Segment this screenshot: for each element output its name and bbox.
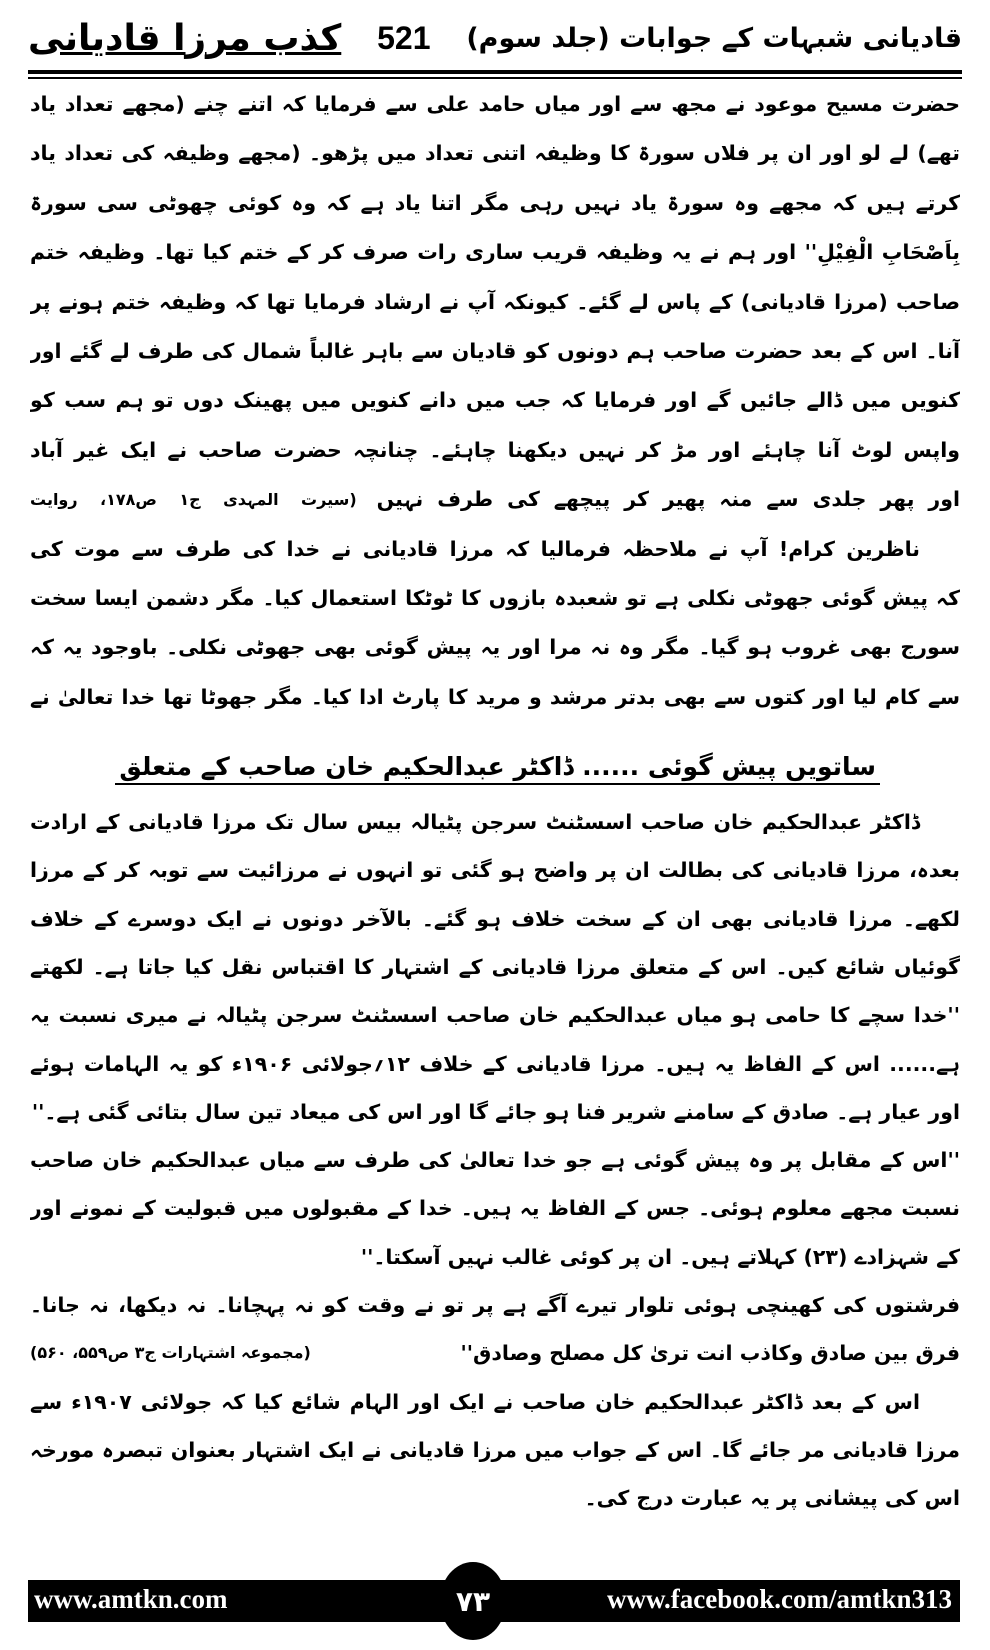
page-number: 521 [377, 19, 431, 56]
page-badge-number: ۷۳ [455, 1584, 491, 1618]
text-line: ڈاکٹر عبدالحکیم خان صاحب اسسٹنٹ سرجن پٹیالہ بیس سال تک مرزا قادیانی کے ارادت [30, 810, 920, 835]
text-line: مرزا قادیانی مر جائے گا۔ اس کے جواب میں مرزا قادیانی نے ایک اشتہار بعنوان تبصرہ مورخہ [30, 1437, 960, 1462]
header-rule-thin [28, 77, 962, 79]
text-line: ''خدا سچے کا حامی ہو میاں عبدالحکیم خان صاحب اسسٹنٹ سرجن پٹیالہ نے میری نسبت یہ [30, 1003, 960, 1028]
page-badge [440, 1562, 506, 1640]
citation: (سیرت المہدی ج۱ ص۱۷۸، روایت [30, 490, 357, 510]
text-line: صاحب (مرزا قادیانی) کے پاس لے گئے۔ کیونکہ آپ نے ارشاد فرمایا تھا کہ وظیفہ ختم ہونے پر [30, 289, 960, 314]
text-line: فرشتوں کی کھینچی ہوئی تلوار تیرے آگے ہے پر تو نے وقت کو نہ پہچانا۔ نہ دیکھا، نہ جانا۔ [30, 1293, 960, 1318]
text-line: کہ پیش گوئی جھوٹی نکلی ہے تو شعبدہ بازوں کا ٹوٹکا استعمال کیا۔ مگر دشمن ایسا سخت [30, 585, 960, 610]
page-header [28, 8, 962, 68]
text-line: اس کی پیشانی پر یہ عبارت درج کی۔ [584, 1486, 960, 1511]
quote-end-line [30, 475, 960, 524]
text-line: حضرت مسیح موعود نے مجھ سے اور میاں حامد علی سے فرمایا کہ اتنے چنے (مجھے تعداد یاد [30, 92, 960, 116]
facebook-link[interactable]: www.facebook.com/amtkn313 [607, 1584, 952, 1614]
section-heading [30, 722, 960, 798]
text-line: ناظرین کرام! آپ نے ملاحظہ فرمالیا کہ مرزا قادیانی نے خدا کی طرف سے موت کی [30, 536, 920, 561]
text-line: گوئیاں شائع کیں۔ اس کے متعلق مرزا قادیانی کے اشتہار کا اقتباس نقل کیا جاتا ہے۔ لکھتے [30, 954, 960, 979]
text-line: واپس لوٹ آنا چاہئے اور مڑ کر نہیں دیکھنا چاہئے۔ چنانچہ حضرت صاحب نے ایک غیر آباد [30, 437, 960, 462]
text-line: بعدہ، مرزا قادیانی کی بطالت ان پر واضح ہو گئی تو انہوں نے مرزائیت سے توبہ کر کے مرزا [30, 858, 960, 883]
text-line: تھے) لے لو اور ان پر فلاں سورۃ کا وظیفہ اتنی تعداد میں پڑھو۔ (مجھے وظیفہ کی تعداد یاد [30, 141, 960, 166]
chapter-title: کذب مرزا قادیانی [28, 17, 342, 59]
section-heading-text: ساتویں پیش گوئی ...... ڈاکٹر عبدالحکیم خان صاحب کے متعلق [115, 752, 880, 785]
text-line: آنا۔ اس کے بعد حضرت صاحب ہم دونوں کو قادیان سے باہر غالباً شمال کی طرف لے گئے اور [30, 338, 960, 363]
text-line: لکھے۔ مرزا قادیانی بھی ان کے سخت خلاف ہو گئے۔ بالآخر دونوں نے ایک دوسرے کے خلاف [30, 906, 960, 931]
text-line: بِاَصْحَابِ الْفِیْلِ'' اور ہم نے یہ وظیفہ قریب ساری رات صرف کر کے ختم کیا تھا۔ وظیفہ ختم [30, 240, 960, 265]
text-line: اور عیار ہے۔ صادق کے سامنے شریر فنا ہو جائے گا اور اس کی میعاد تین سال بتائی گئی ہے۔'' [31, 1099, 960, 1124]
text-line: ہے...... اس کے الفاظ یہ ہیں۔ مرزا قادیانی کے خلاف ۱۲؍جولائی ۱۹۰۶ء کو یہ الہامات ہوئے [30, 1051, 960, 1076]
paragraph-quote-1 [30, 80, 960, 475]
text-line: کنویں میں ڈالے جائیں گے اور فرمایا کہ جب میں دانے کنویں میں پھینک دوں تو ہم سب کو [30, 388, 960, 413]
page-footer [28, 1580, 960, 1622]
text-line: ''اس کے مقابل پر وہ پیش گوئی ہے جو خدا تعالیٰ کی طرف سے میاں عبدالحکیم خان صاحب [30, 1148, 960, 1173]
text-line: کرتے ہیں کہ مجھے وہ سورۃ یاد نہیں رہی مگر اتنا یاد ہے کہ وہ کوئی چھوٹی سی سورۃ [30, 190, 960, 215]
paragraph-commentary [30, 525, 960, 723]
book-title: قادیانی شبہات کے جوابات (جلد سوم) [466, 22, 962, 54]
text-line: سے کام لیا اور کتوں سے بھی بدتر مرشد و مرید کا پارٹ ادا کیا۔ مگر جھوٹا تھا خدا تعالیٰ نے [30, 684, 960, 709]
citation: (مجموعہ اشتہارات ج۳ ص۵۵۹، ۵۶۰) [30, 1343, 311, 1363]
text-line: کے شہزادے (۲۳) کہلاتے ہیں۔ ان پر کوئی غالب نہیں آسکتا۔'' [360, 1244, 960, 1269]
paragraph-seventh-prophecy [30, 798, 960, 1329]
text-line: اس کے بعد ڈاکٹر عبدالحکیم خان صاحب نے ایک اور الہام شائع کیا کہ جولائی ۱۹۰۷ء سے [30, 1389, 920, 1414]
quote-end-text: فرق بین صادق وکاذب انت تریٰ کل مصلح وصادق'' [460, 1341, 960, 1366]
header-rule-thick [28, 70, 962, 74]
quote-end-line [30, 1329, 960, 1377]
text-line: سورج بھی غروب ہو گیا۔ مگر وہ نہ مرا اور یہ پیش گوئی بھی جھوٹی نکلی۔ باوجود یہ کہ [30, 635, 960, 660]
text-line: نسبت مجھے معلوم ہوئی۔ جس کے الفاظ یہ ہیں۔ خدا کے مقبولوں میں قبولیت کے نمونے اور [30, 1196, 960, 1221]
page-body [30, 80, 960, 1523]
website-link[interactable]: www.amtkn.com [34, 1584, 228, 1614]
quote-end-text: اور پھر جلدی سے منہ پھیر کر پیچھے کی طرف نہیں [376, 487, 960, 512]
paragraph-closing [30, 1378, 960, 1523]
